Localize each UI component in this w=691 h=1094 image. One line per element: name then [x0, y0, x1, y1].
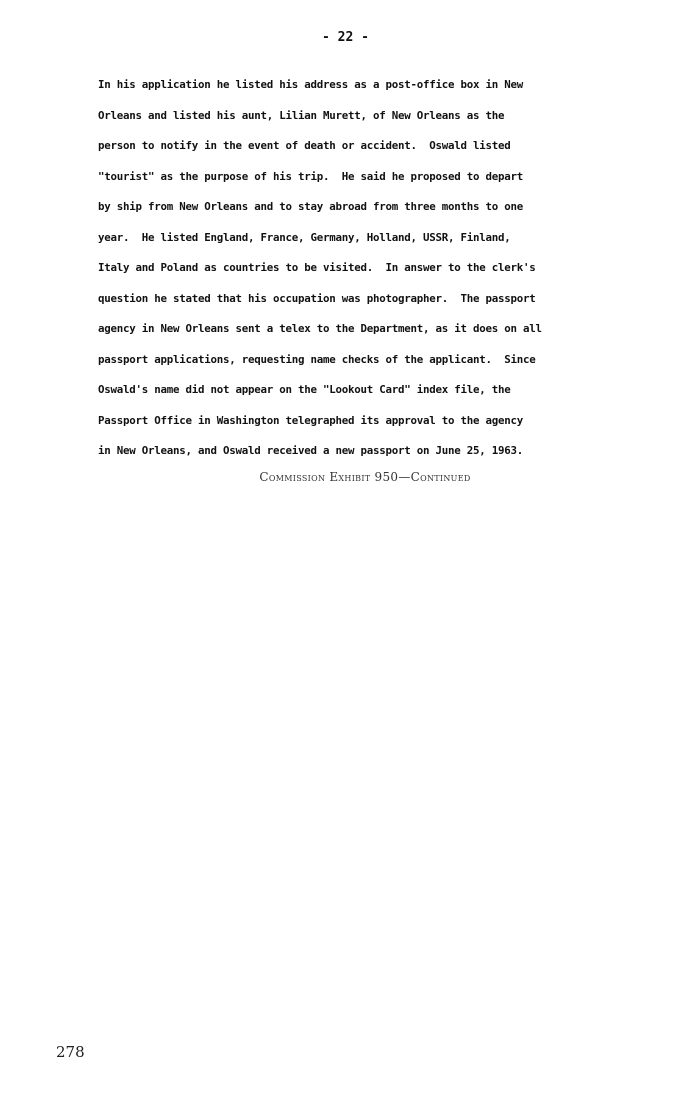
text-line: by ship from New Orleans and to stay abroad from three months to one: [98, 200, 524, 213]
text-line: Italy and Poland as countries to be visited. In answer to the clerk's: [98, 261, 536, 274]
text-line: agency in New Orleans sent a telex to the Department, as it does on all: [98, 322, 542, 335]
text-line: passport applications, requesting name checks of the applicant. Since: [98, 352, 536, 366]
text-line: Oswald's name did not appear on the "Lookout Card" index file, the: [98, 383, 511, 396]
text-line: in New Orleans, and Oswald received a new passport on June 25, 1963.: [98, 444, 524, 457]
text-line: In his application he listed his address as a post-office box in New: [98, 78, 524, 91]
body-paragraph: [98, 74, 638, 471]
exhibit-caption: Commission Exhibit 950—Continued: [259, 470, 471, 484]
text-line: person to notify in the event of death or accident. Oswald listed: [98, 139, 511, 152]
page-marker: - 22 -: [322, 30, 369, 45]
text-line: Passport Office in Washington telegraphed its approval to the agency: [98, 413, 524, 427]
text-line: year. He listed England, France, Germany, Holland, USSR, Finland,: [98, 230, 511, 244]
text-line: question he stated that his occupation was photographer. The passport: [98, 291, 536, 305]
page-number: 278: [56, 1043, 85, 1061]
text-line: Orleans and listed his aunt, Lilian Murett, of New Orleans as the: [98, 108, 505, 122]
text-line: "tourist" as the purpose of his trip. He said he proposed to depart: [98, 169, 524, 183]
